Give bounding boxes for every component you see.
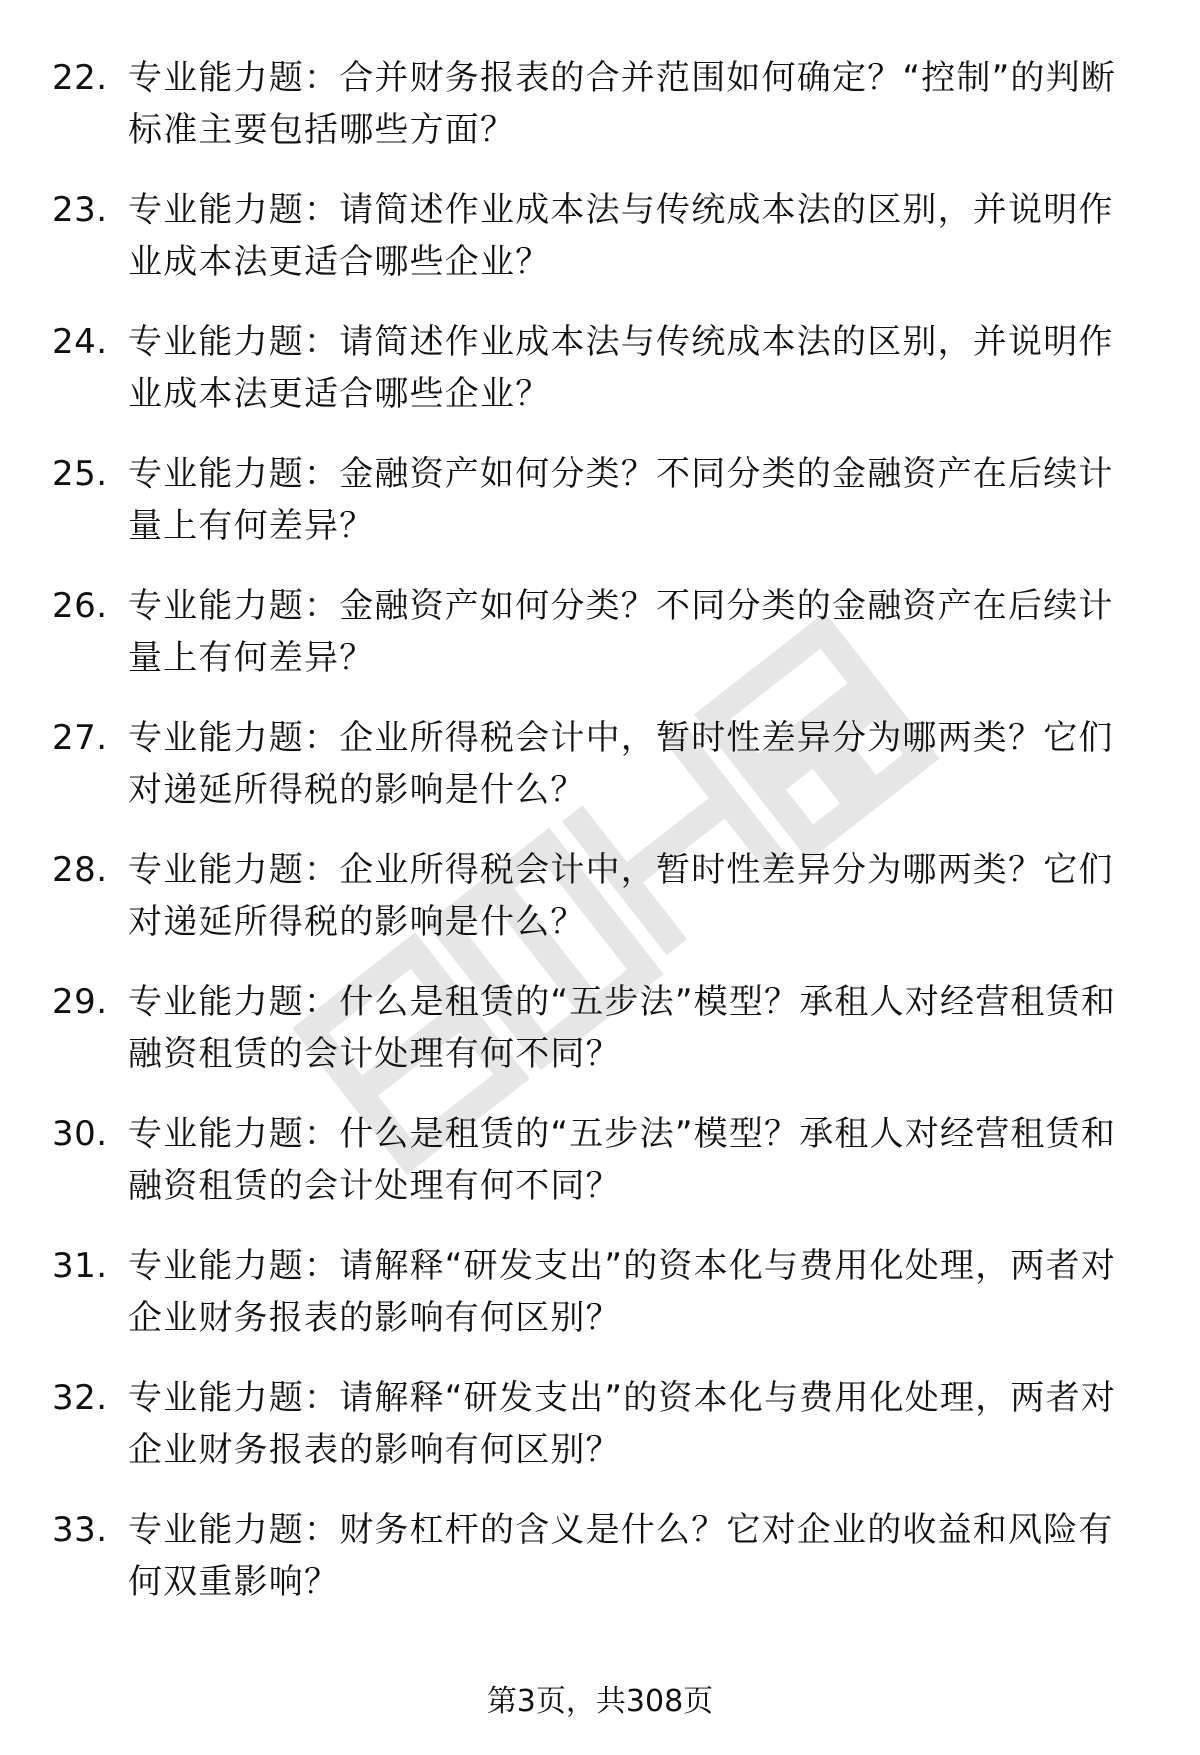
question-text: 专业能力题：合并财务报表的合并范围如何确定？“控制”的判断标准主要包括哪些方面？ <box>128 58 1117 150</box>
question-text: 专业能力题：请简述作业成本法与传统成本法的区别，并说明作业成本法更适合哪些企业？ <box>128 322 1114 414</box>
question-item <box>0 1372 1200 1504</box>
question-number: 27. <box>52 718 108 758</box>
question-text: 专业能力题：财务杠杆的含义是什么？它对企业的收益和风险有何双重影响？ <box>128 1510 1114 1602</box>
question-item <box>0 1504 1200 1636</box>
question-number: 26. <box>52 586 108 626</box>
page-footer <box>0 1682 1200 1722</box>
question-item <box>0 52 1200 184</box>
question-number: 32. <box>52 1378 108 1418</box>
question-item <box>0 580 1200 712</box>
question-text: 专业能力题：请解释“研发支出”的资本化与费用化处理，两者对企业财务报表的影响有何区别？ <box>128 1246 1117 1338</box>
question-item <box>0 1240 1200 1372</box>
question-text: 专业能力题：什么是租赁的“五步法”模型？承租人对经营租赁和融资租赁的会计处理有何不同？ <box>128 982 1117 1074</box>
question-number: 29. <box>52 982 108 1022</box>
question-text: 专业能力题：企业所得税会计中，暂时性差异分为哪两类？它们对递延所得税的影响是什么？ <box>128 850 1114 942</box>
question-item <box>0 712 1200 844</box>
question-item <box>0 184 1200 316</box>
question-list <box>0 52 1200 1636</box>
question-item <box>0 976 1200 1108</box>
question-number: 28. <box>52 850 108 890</box>
question-text: 专业能力题：请简述作业成本法与传统成本法的区别，并说明作业成本法更适合哪些企业？ <box>128 190 1114 282</box>
question-number: 31. <box>52 1246 108 1286</box>
question-text: 专业能力题：什么是租赁的“五步法”模型？承租人对经营租赁和融资租赁的会计处理有何不同？ <box>128 1114 1117 1206</box>
question-item <box>0 1108 1200 1240</box>
question-item <box>0 316 1200 448</box>
question-item <box>0 448 1200 580</box>
question-item <box>0 844 1200 976</box>
question-number: 33. <box>52 1510 108 1550</box>
question-text: 专业能力题：金融资产如何分类？不同分类的金融资产在后续计量上有何差异？ <box>128 586 1114 678</box>
question-number: 24. <box>52 322 108 362</box>
question-number: 23. <box>52 190 108 230</box>
question-number: 30. <box>52 1114 108 1154</box>
question-text: 专业能力题：请解释“研发支出”的资本化与费用化处理，两者对企业财务报表的影响有何区别？ <box>128 1378 1117 1470</box>
question-number: 22. <box>52 58 108 98</box>
question-text: 专业能力题：企业所得税会计中，暂时性差异分为哪两类？它们对递延所得税的影响是什么？ <box>128 718 1114 810</box>
question-text: 专业能力题：金融资产如何分类？不同分类的金融资产在后续计量上有何差异？ <box>128 454 1114 546</box>
question-number: 25. <box>52 454 108 494</box>
page-number-label: 第3页，共308页 <box>486 1684 714 1719</box>
